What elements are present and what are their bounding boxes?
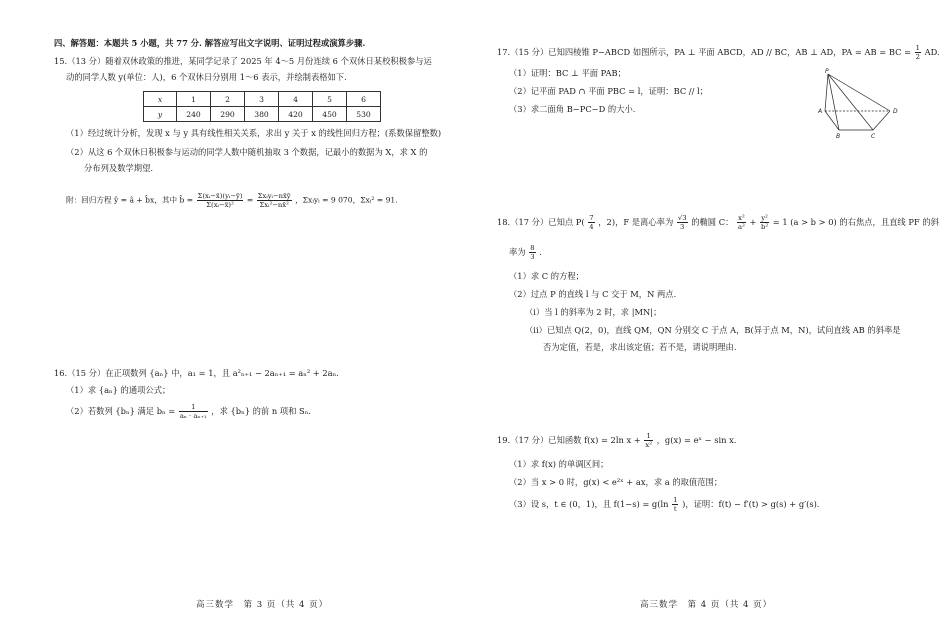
label-b: B <box>836 133 841 140</box>
fraction-denominator: 2 <box>915 53 920 61</box>
label-c: C <box>871 133 876 140</box>
q18-part2-ii-line2: 否为定值，若是，求出该定值；若不是，请说明理由. <box>543 342 737 352</box>
appendix-prefix: 附：回归方程 ŷ = â + b̂x，其中 b̂ = <box>66 195 194 205</box>
edge-pb <box>828 74 839 130</box>
fraction-denominator: aₙ · aₙ₊₁ <box>179 412 207 420</box>
eccentricity-fraction <box>677 214 688 231</box>
fraction-numerator: 7 <box>589 214 594 222</box>
fraction-numerator: 1 <box>915 44 920 52</box>
half-fraction <box>915 44 921 61</box>
edge-cd <box>873 111 890 130</box>
edge-pd <box>828 74 890 111</box>
q15-stem-line1: 15.（13 分）随着双休政策的推进，某同学记录了 2025 年 4～5 月份连续 6 个双休日某校积极参与运 <box>54 56 432 66</box>
fraction-denominator: b² <box>761 223 769 231</box>
q18-part1: （1）求 C 的方程； <box>509 271 584 281</box>
table-cell: 1 <box>177 92 211 107</box>
fraction-denominator: 3 <box>530 253 535 261</box>
section-header: 四、解答题：本题共 5 小题，共 77 分. 解答应写出文字说明、证明过程或演算步骤. <box>54 38 366 48</box>
inverse-t-fraction <box>672 496 678 513</box>
q18-line2-prefix: 率为 <box>509 247 526 257</box>
exam-page-4 <box>475 0 950 631</box>
q16-stem: 16.（15 分）在正项数列 {aₙ} 中，a₁ = 1，且 a²ₙ₊₁ − 2aₙ₊₁ = aₙ² + 2aₙ. <box>54 368 339 378</box>
table-cell: y <box>144 107 177 122</box>
table-cell: x <box>144 92 177 107</box>
q17-stem-suffix: AD. <box>924 47 940 57</box>
q19-part3 <box>509 496 819 513</box>
edge-pa <box>825 74 828 111</box>
table-cell: 240 <box>177 107 211 122</box>
plus-sign: + <box>749 217 757 227</box>
ellipse-y-fraction <box>760 214 769 231</box>
q19-prefix: 19.（17 分）已知函数 f(x) = 2ln x + <box>497 435 641 445</box>
label-a: A <box>818 108 823 115</box>
q17-stem-prefix: 17.（15 分）已知四棱锥 P−ABCD 如图所示，PA ⊥ 平面 ABCD，AD // BC，AB ⊥ AD，PA = AB = BC = <box>497 47 912 57</box>
q18-part2: （2）过点 P 的直线 l 与 C 交于 M，N 两点. <box>509 289 677 299</box>
q17-part3: （3）求二面角 B−PC−D 的大小. <box>509 104 636 114</box>
table-row-x <box>144 92 381 107</box>
q19-suffix: ，g(x) = eˣ − sin x. <box>656 435 737 445</box>
fraction-numerator: y² <box>761 214 768 222</box>
fraction-numerator: Σxᵢyᵢ−nx̄ȳ <box>257 192 291 200</box>
table-cell: 290 <box>211 107 245 122</box>
q18-mid2: 的椭圆 C： <box>691 217 734 227</box>
q15-part2-line2: 分布列及数学期望. <box>84 163 154 173</box>
fraction-denominator: Σxᵢ²−nx̄² <box>259 201 289 209</box>
q18-part2-ii-line1: （ii）已知点 Q(2，0)，直线 QM，QN 分别交 C 于点 A，B(异于点 M，N)，试问直线 AB 的斜率是 <box>525 325 901 335</box>
table-cell: 530 <box>347 107 381 122</box>
table-cell: 3 <box>245 92 279 107</box>
q16-part2 <box>66 403 311 420</box>
q17-stem <box>497 44 940 61</box>
edge-pc <box>828 74 873 130</box>
fraction-denominator: Σ(xᵢ−x̄)² <box>206 201 234 209</box>
q15-stem-line2: 动的同学人数 y(单位：人)，6 个双休日分别用 1～6 表示，并绘制表格如下. <box>66 72 347 82</box>
table-cell: 5 <box>313 92 347 107</box>
q17-part2: （2）记平面 PAD ∩ 平面 PBC = l，证明：BC // l； <box>509 86 708 96</box>
table-cell: 380 <box>245 107 279 122</box>
slope-fraction <box>529 244 535 261</box>
ellipse-x-fraction <box>737 214 746 231</box>
equals-sign: = <box>246 195 254 205</box>
regression-fraction-2 <box>257 192 292 209</box>
appendix-suffix: ，Σxᵢyᵢ = 9 070，Σxᵢ² = 91. <box>295 195 398 205</box>
page-footer-4: 高三数学 第 4 页（共 4 页） <box>640 600 773 610</box>
q18-stem-line2 <box>509 244 542 261</box>
table-cell: 6 <box>347 92 381 107</box>
fraction-denominator: x² <box>645 441 652 449</box>
q15-part2-line1: （2）从这 6 个双休日积极参与运动的同学人数中随机抽取 3 个数据，记最小的数据为 X，求 X 的 <box>66 147 428 157</box>
bn-fraction <box>179 403 208 420</box>
q18-mid: ，2)，F 是离心率为 <box>598 217 674 227</box>
q18-line2-suffix: . <box>539 247 542 257</box>
q15-data-table <box>143 91 381 122</box>
fraction-numerator: 1 <box>179 403 208 412</box>
fraction-denominator: 3 <box>680 223 685 231</box>
fraction-numerator: x² <box>738 214 745 222</box>
q16-part2-prefix: （2）若数列 {bₙ} 满足 bₙ = <box>66 406 176 416</box>
q19-part3-prefix: （3）设 s，t ∈ (0，1)，且 f(1−s) = g(ln <box>509 499 669 509</box>
q19-part2: （2）当 x > 0 时，g(x) < e²ˣ + ax，求 a 的取值范围； <box>509 477 723 487</box>
q19-part1: （1）求 f(x) 的单调区间； <box>509 459 609 469</box>
table-cell: 450 <box>313 107 347 122</box>
fraction-numerator: 1 <box>644 432 653 441</box>
fraction-denominator: a² <box>738 223 745 231</box>
table-row-y <box>144 107 381 122</box>
table-cell: 2 <box>211 92 245 107</box>
regression-fraction-1 <box>197 192 244 209</box>
fraction-denominator: t <box>673 505 677 513</box>
inverse-x-squared-fraction <box>644 432 653 449</box>
q19-part3-suffix: )，证明：f(t) − f′(t) > g(s) + g′(s). <box>682 499 820 509</box>
table-cell: 420 <box>279 107 313 122</box>
fraction-denominator: 4 <box>589 223 594 231</box>
fraction-numerator: 8 <box>530 244 535 252</box>
fraction-numerator: 1 <box>673 496 678 504</box>
fraction-numerator: √3 <box>677 214 687 222</box>
q15-appendix <box>66 192 398 209</box>
q18-part2-i: （i）当 l 的斜率为 2 时，求 |MN|； <box>525 307 662 317</box>
label-d: D <box>893 108 898 115</box>
pyramid-figure <box>814 66 904 140</box>
q16-part1: （1）求 {aₙ} 的通项公式； <box>66 385 171 395</box>
fraction-numerator: Σ(xᵢ−x̄)(yᵢ−ȳ) <box>197 192 243 200</box>
q18-suffix: = 1 (a > b > 0) 的右焦点，且直线 PF 的斜 <box>772 217 939 227</box>
q15-part1: （1）经过统计分析，发现 x 与 y 具有线性相关关系，求出 y 关于 x 的线性回归方程；(系数保留整数) <box>66 128 442 138</box>
label-p: P <box>825 68 829 75</box>
q16-part2-suffix: ，求 {bₙ} 的前 n 项和 Sₙ. <box>211 406 311 416</box>
q17-part1: （1）证明：BC ⊥ 平面 PAB； <box>509 68 626 78</box>
table-cell: 4 <box>279 92 313 107</box>
q18-stem-line1 <box>497 214 939 231</box>
q19-stem <box>497 432 736 449</box>
page-footer-3: 高三数学 第 3 页（共 4 页） <box>196 600 329 610</box>
point-x-fraction <box>588 214 594 231</box>
q18-prefix: 18.（17 分）已知点 P( <box>497 217 585 227</box>
